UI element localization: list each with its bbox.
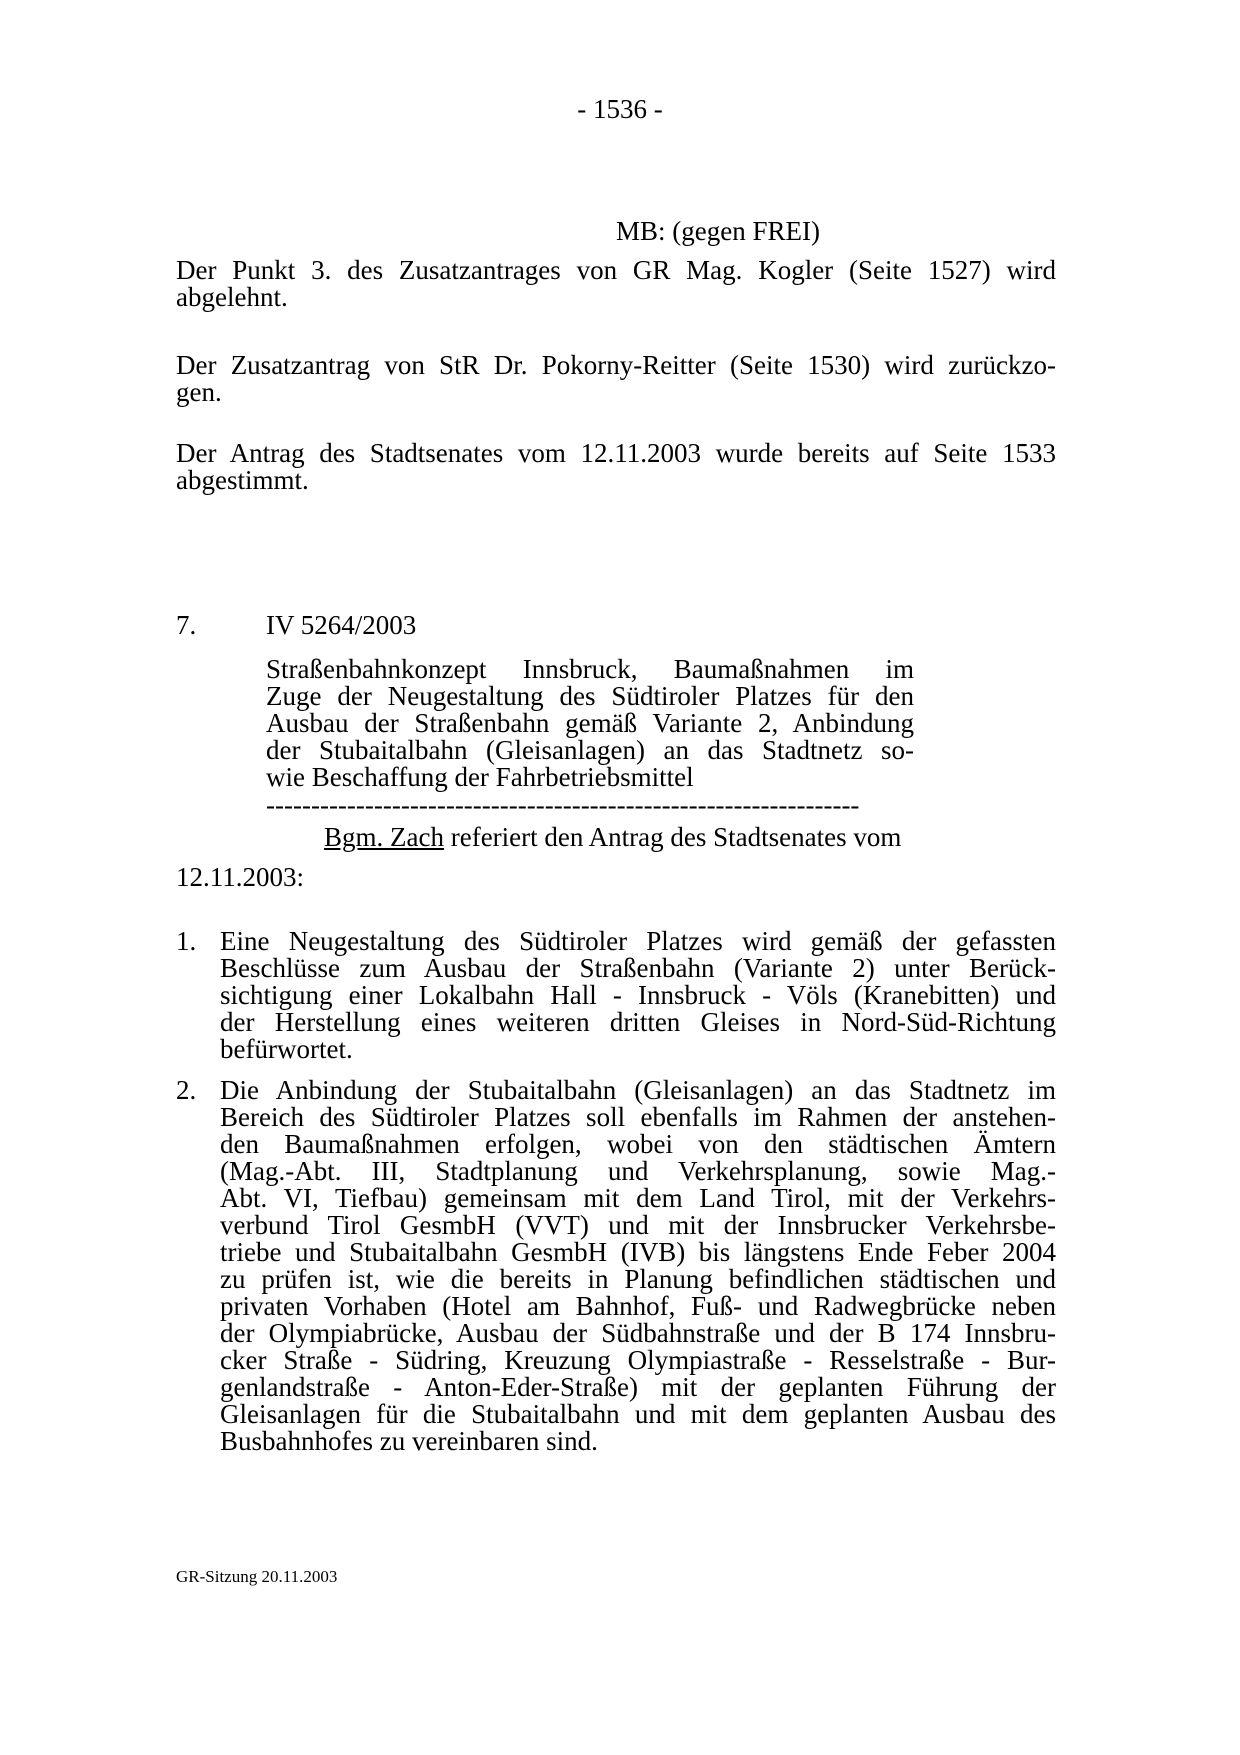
list-item-line: den Baumaßnahmen erfolgen, wobei von den städtischen Ämtern — [220, 1129, 1056, 1159]
list-item-line: Busbahnhofes zu vereinbaren sind. — [220, 1426, 598, 1456]
agenda-item-reference: IV 5264/2003 — [266, 610, 417, 640]
vote-note: MB: (gegen FREI) — [616, 216, 820, 246]
paragraph-rejection — [176, 257, 1056, 311]
subject-line: Zuge der Neugestaltung des Südtiroler Platzes für den — [266, 681, 914, 711]
list-item-text — [220, 928, 1056, 1063]
list-item-line: Bereich des Südtiroler Platzes soll ebenfalls im Rahmen der anstehen- — [220, 1102, 1056, 1132]
referent-name: Bgm. Zach — [324, 822, 444, 852]
subject-line: Straßenbahnkonzept Innsbruck, Baumaßnahmen im — [266, 654, 914, 684]
list-item-line: zu prüfen ist, wie die bereits in Planung befindlichen städtischen und — [220, 1264, 1056, 1294]
list-item-line: der Olympiabrücke, Ausbau der Südbahnstraße und der B 174 Innsbru- — [220, 1318, 1056, 1348]
subject-line: Ausbau der Straßenbahn gemäß Variante 2, Anbindung — [266, 708, 914, 738]
separator-line: ------------------------------------------------------------------ — [266, 792, 860, 819]
list-item-line: befürwortet. — [220, 1034, 353, 1064]
paragraph-line: Der Antrag des Stadtsenates vom 12.11.2003 wurde bereits auf Seite 1533 — [176, 438, 1056, 468]
paragraph-vote-reference — [176, 440, 1056, 494]
list-item-line: cker Straße - Südring, Kreuzung Olympiastraße - Resselstraße - Bur- — [220, 1345, 1056, 1375]
list-item-line: Beschlüsse zum Ausbau der Straßenbahn (Variante 2) unter Berück- — [220, 953, 1056, 983]
list-item-line: Die Anbindung der Stubaitalbahn (Gleisanlagen) an das Stadtnetz im — [220, 1075, 1056, 1105]
list-item-line: triebe und Stubaitalbahn GesmbH (IVB) bis längstens Ende Feber 2004 — [220, 1237, 1056, 1267]
list-item-line: verbund Tirol GesmbH (VVT) und mit der Innsbrucker Verkehrsbe- — [220, 1210, 1056, 1240]
paragraph-line: gen. — [176, 377, 222, 407]
list-item-line: (Mag.-Abt. III, Stadtplanung und Verkehrsplanung, sowie Mag.- — [220, 1156, 1056, 1186]
footer-session-date: GR-Sitzung 20.11.2003 — [176, 1567, 338, 1586]
list-item-number: 2. — [176, 1075, 197, 1105]
paragraph-line: Der Punkt 3. des Zusatzantrages von GR Mag. Kogler (Seite 1527) wird — [176, 255, 1056, 285]
list-item-line: Abt. VI, Tiefbau) gemeinsam mit dem Land Tirol, mit der Verkehrs- — [220, 1183, 1056, 1213]
agenda-item-number: 7. — [176, 610, 197, 640]
page-number: - 1536 - — [577, 94, 663, 124]
list-item-line: sichtigung einer Lokalbahn Hall - Innsbruck - Völs (Kranebitten) und — [220, 980, 1056, 1010]
list-item-text — [220, 1077, 1056, 1455]
list-item-line: genlandstraße - Anton-Eder-Straße) mit der geplanten Führung der — [220, 1372, 1056, 1402]
paragraph-line: abgestimmt. — [176, 465, 309, 495]
list-item-line: privaten Vorhaben (Hotel am Bahnhof, Fuß- und Radwegbrücke neben — [220, 1291, 1056, 1321]
list-item-line: Gleisanlagen für die Stubaitalbahn und mit dem geplanten Ausbau des — [220, 1399, 1056, 1429]
paragraph-line: abgelehnt. — [176, 282, 288, 312]
list-item-line: Eine Neugestaltung des Südtiroler Platzes wird gemäß der gefassten — [220, 926, 1056, 956]
referent-text: referiert den Antrag des Stadtsenates vom — [443, 822, 902, 852]
paragraph-withdrawal — [176, 352, 1056, 406]
agenda-item-subject — [266, 656, 914, 791]
paragraph-line: Der Zusatzantrag von StR Dr. Pokorny-Reitter (Seite 1530) wird zurückzo- — [176, 350, 1056, 380]
referent-date: 12.11.2003: — [176, 862, 304, 892]
list-item-number: 1. — [176, 926, 197, 956]
subject-line: wie Beschaffung der Fahrbetriebsmittel — [266, 762, 694, 792]
referent-line — [324, 824, 901, 851]
list-item-line: der Herstellung eines weiteren dritten Gleises in Nord-Süd-Richtung — [220, 1007, 1056, 1037]
subject-line: der Stubaitalbahn (Gleisanlagen) an das Stadtnetz so- — [266, 735, 914, 765]
